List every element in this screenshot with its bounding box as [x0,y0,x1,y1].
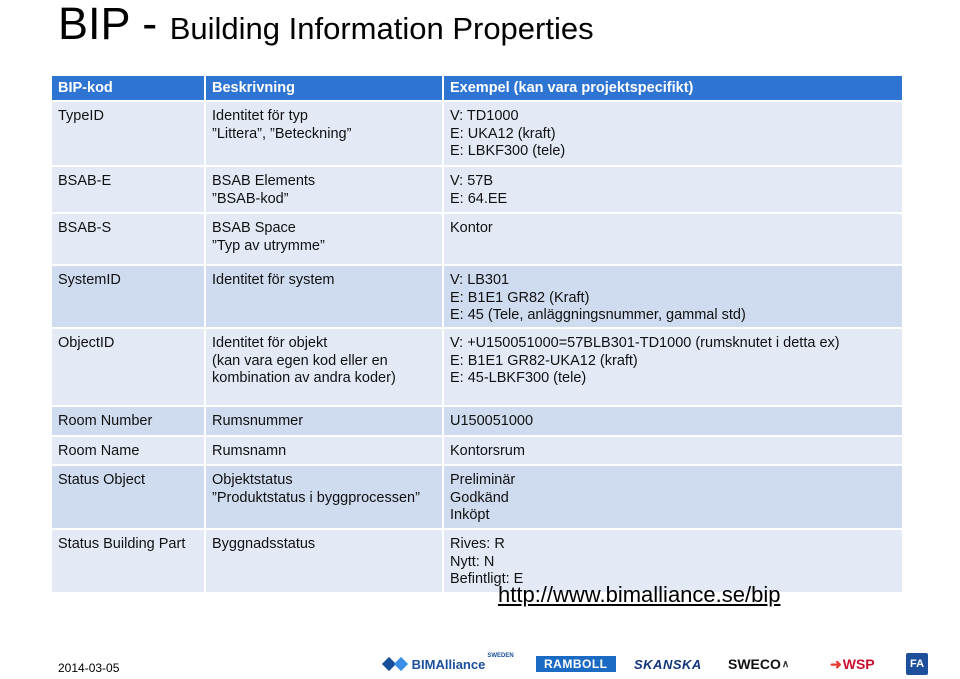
desc-line: Rumsnamn [212,443,287,459]
desc-line: Identitet för system [212,272,335,288]
table-row [52,167,902,214]
row-code: Status Object [52,466,206,528]
logo-text: SWECO [728,656,781,672]
bim-alliance-icon [394,657,408,671]
header-beskrivning: Beskrivning [206,76,444,100]
skanska-logo: SKANSKA [634,656,702,672]
desc-line: Byggnadsstatus [212,536,316,552]
table-row [52,329,902,407]
table-row [52,437,902,466]
bip-table [52,76,902,594]
row-example [444,214,902,264]
desc-line: ”Typ av utrymme” [212,237,325,254]
logo-text: BIM [411,656,436,672]
example-line: Nytt: N [450,553,495,570]
row-example [444,266,902,327]
example-line: Inköpt [450,507,490,523]
example-line: E: 64.EE [450,190,508,207]
example-line: E: 45 (Tele, anläggningsnummer, gammal std) [450,307,746,323]
example-line: Preliminär [450,472,516,488]
logo-tag: SWEDEN [487,653,514,659]
example-line: Kontorsrum [450,443,525,459]
row-desc [206,466,444,528]
desc-line: Objektstatus [212,472,293,488]
row-code: Status Building Part [52,530,206,592]
bip-link[interactable]: http://www.bimalliance.se/bip [498,582,781,607]
row-code: SystemID [52,266,206,327]
desc-line: BSAB Elements [212,173,316,189]
desc-line: Identitet för objekt [212,335,328,351]
row-example [444,437,902,464]
example-line: V: TD1000 [450,108,519,124]
example-line: V: 57B [450,173,493,189]
table-row [52,102,902,167]
page-title [58,0,594,50]
logo-text: WSP [842,656,875,672]
desc-line: kombination av andra koder) [212,370,396,386]
bim-alliance-logo [384,650,514,678]
desc-line: (kan vara egen kod eller en [212,352,388,369]
header-exempel: Exempel (kan vara projektspecifikt) [450,80,694,96]
example-line: E: UKA12 (kraft) [450,125,556,142]
example-line: V: +U150051000=57BLB301-TD1000 (rumsknutet i detta ex) [450,335,840,351]
row-code: Room Name [52,437,206,464]
footer-date: 2014-03-05 [58,661,120,675]
desc-line: ”BSAB-kod” [212,190,289,207]
row-desc [206,214,444,264]
row-example [444,407,902,435]
row-desc [206,266,444,327]
desc-line: BSAB Space [212,220,296,236]
row-desc [206,102,444,165]
sweco-hat-icon: ∧ [781,658,790,670]
row-desc [206,329,444,405]
desc-line: ”Littera”, ”Beteckning” [212,125,352,142]
example-line: Rives: R [450,536,505,552]
logo-text: Alliance [435,656,486,672]
desc-line: Rumsnummer [212,413,304,429]
row-code: BSAB-E [52,167,206,212]
row-example [444,329,902,405]
table-row [52,266,902,329]
ramboll-logo: RAMBOLL [536,656,616,672]
example-line: V: LB301 [450,272,510,288]
example-line: E: B1E1 GR82-UKA12 (kraft) [450,352,638,369]
row-desc [206,437,444,464]
table-header-row [52,76,902,102]
example-line: E: LBKF300 (tele) [450,143,566,159]
partner-logos [384,650,944,678]
table-row [52,407,902,437]
example-line: Godkänd [450,489,509,506]
row-desc [206,530,444,592]
row-desc [206,167,444,212]
row-code: BSAB-S [52,214,206,264]
title-main: BIP - [58,0,170,49]
row-desc [206,407,444,435]
row-code: ObjectID [52,329,206,405]
example-line: E: B1E1 GR82 (Kraft) [450,289,590,306]
row-code: Room Number [52,407,206,435]
row-example [444,102,902,165]
row-example [444,167,902,212]
example-line: Kontor [450,220,493,236]
header-bip-kod: BIP-kod [52,76,206,100]
desc-line: Identitet för typ [212,108,308,124]
wsp-arrow-icon: ➜ [830,655,842,672]
desc-line: ”Produktstatus i byggprocessen” [212,489,420,506]
example-line: E: 45-LBKF300 (tele) [450,370,587,386]
title-sub: Building Information Properties [169,11,594,46]
sweco-logo [728,650,789,678]
table-row [52,214,902,266]
row-example [444,466,902,528]
table-row [52,466,902,530]
example-line: U150051000 [450,413,534,429]
wsp-logo [830,650,875,678]
fa-logo: FA [906,653,928,675]
row-code: TypeID [52,102,206,165]
example-line: Befintligt: E [450,571,524,587]
